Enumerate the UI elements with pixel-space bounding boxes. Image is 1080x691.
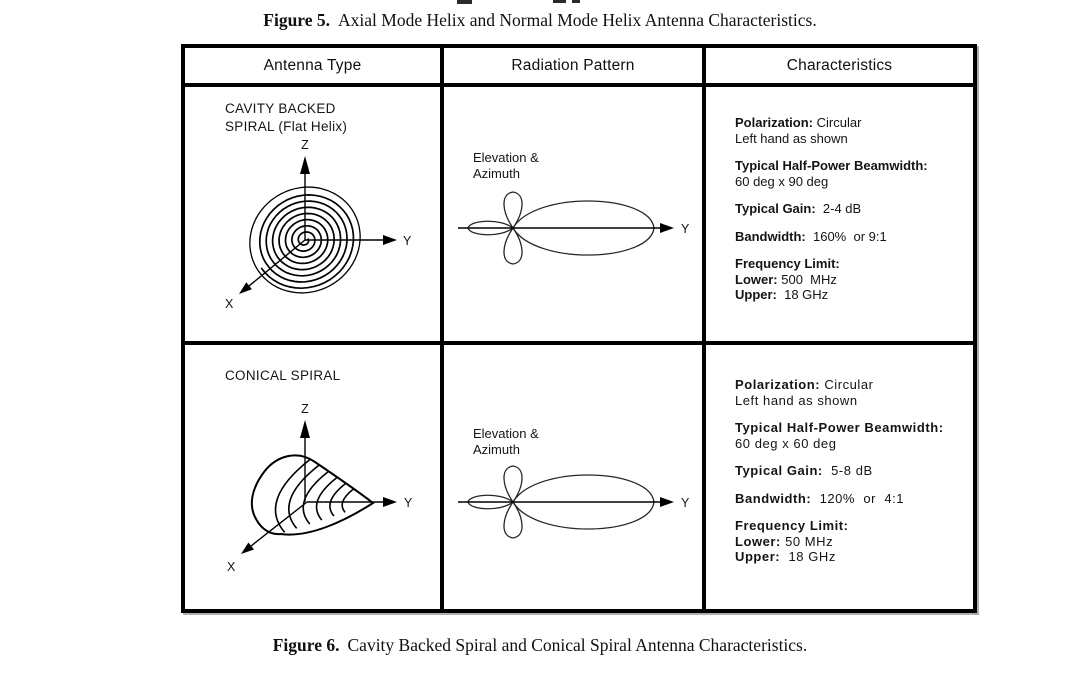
upper-minor-lobe [504, 192, 522, 228]
gain-group: Typical Gain: 5-8 dB [735, 463, 873, 478]
y-axis-label: Y [404, 496, 413, 510]
pattern-axis-label: Y [681, 496, 690, 510]
bandwidth-label: Bandwidth: [735, 228, 806, 244]
polarization-group: Polarization: Circular Left hand as shown [735, 377, 874, 408]
pattern-label-line1: Elevation & [473, 426, 539, 441]
y-axis-label: Y [403, 234, 412, 248]
cell-antenna-type-row1 [185, 87, 440, 341]
beamwidth-label: Typical Half-Power Beamwidth: [735, 420, 944, 435]
gain-group: Typical Gain: 2-4 dB [735, 201, 862, 216]
figure6-caption [0, 635, 1080, 656]
gain-label: Typical Gain: [735, 463, 823, 478]
cropped-header-artifact [553, 0, 566, 3]
z-axis-label: Z [301, 402, 309, 416]
cone-outline [252, 455, 373, 534]
x-axis-label: X [225, 297, 234, 311]
figure5-text: Axial Mode Helix and Normal Mode Helix Antenna Characteristics. [338, 10, 817, 30]
figure6-text: Cavity Backed Spiral and Conical Spiral Antenna Characteristics. [347, 635, 808, 655]
characteristics-block [706, 345, 973, 577]
lower-minor-lobe [504, 502, 522, 538]
characteristics-block [706, 87, 973, 315]
beamwidth-group: Typical Half-Power Beamwidth: 60 deg x 60 deg [735, 420, 967, 451]
frequency-limit-group: Frequency Limit: Lower: 500 MHz Upper: 18 GHz [735, 256, 967, 303]
cropped-header-artifact [457, 0, 472, 4]
upper-minor-lobe [504, 466, 522, 502]
flat-spiral-diagram [185, 87, 440, 341]
polarization-label: Polarization: [735, 377, 821, 392]
bandwidth-group: Bandwidth: 160% or 9:1 [735, 228, 887, 244]
antenna-type-line2: SPIRAL (Flat Helix) [225, 118, 348, 134]
pattern-axis-label: Y [681, 222, 690, 236]
cell-characteristics-row2 [706, 345, 973, 609]
figure5-label: Figure 5. [263, 10, 331, 30]
radiation-pattern-diagram [454, 168, 694, 288]
pattern-label-line2: Azimuth [473, 166, 520, 181]
antenna-type-line1: CAVITY BACKED [225, 101, 336, 116]
frequency-limit-label: Frequency Limit: [735, 518, 849, 533]
x-axis-arrow [241, 543, 254, 555]
y-axis-arrow [383, 497, 397, 507]
cell-radiation-pattern-row1 [444, 87, 702, 341]
x-axis-arrow [239, 282, 252, 294]
bandwidth-label: Bandwidth: [735, 490, 812, 506]
spiral-curve [260, 195, 354, 288]
pattern-label-line1: Elevation & [473, 150, 539, 165]
figure5-caption [0, 10, 1080, 31]
antenna-type-line1: CONICAL SPIRAL [225, 368, 341, 383]
cell-characteristics-row1 [706, 87, 973, 341]
polarization-label: Polarization: [735, 115, 814, 130]
radiation-pattern-diagram [454, 442, 694, 562]
conical-spiral-diagram [185, 345, 440, 609]
header-characteristics: Characteristics [786, 56, 893, 74]
z-axis-arrow [300, 156, 310, 174]
x-axis-label: X [227, 560, 236, 574]
y-axis-arrow [383, 235, 397, 245]
lower-minor-lobe [504, 228, 522, 264]
pattern-axis-arrow [660, 223, 674, 233]
header-radiation-pattern: Radiation Pattern [511, 56, 635, 74]
pattern-axis-arrow [660, 497, 674, 507]
z-axis-label: Z [301, 138, 309, 152]
cropped-header-artifact [572, 0, 580, 3]
bandwidth-group: Bandwidth: 120% or 4:1 [735, 490, 905, 506]
pattern-label-line2: Azimuth [473, 442, 520, 457]
z-axis-arrow [300, 420, 310, 438]
frequency-limit-group: Frequency Limit: Lower: 50 MHz Upper: 18 GHz [735, 518, 967, 565]
frequency-limit-label: Frequency Limit: [735, 256, 840, 271]
polarization-group: Polarization: Circular Left hand as shown [735, 115, 862, 146]
cell-antenna-type-row2 [185, 345, 440, 609]
beamwidth-group: Typical Half-Power Beamwidth: 60 deg x 90 deg [735, 158, 967, 189]
gain-label: Typical Gain: [735, 201, 816, 216]
cell-radiation-pattern-row2 [444, 345, 702, 609]
beamwidth-label: Typical Half-Power Beamwidth: [735, 158, 928, 173]
antenna-table [181, 44, 977, 613]
figure6-label: Figure 6. [272, 635, 340, 655]
header-antenna-type: Antenna Type [263, 56, 362, 74]
